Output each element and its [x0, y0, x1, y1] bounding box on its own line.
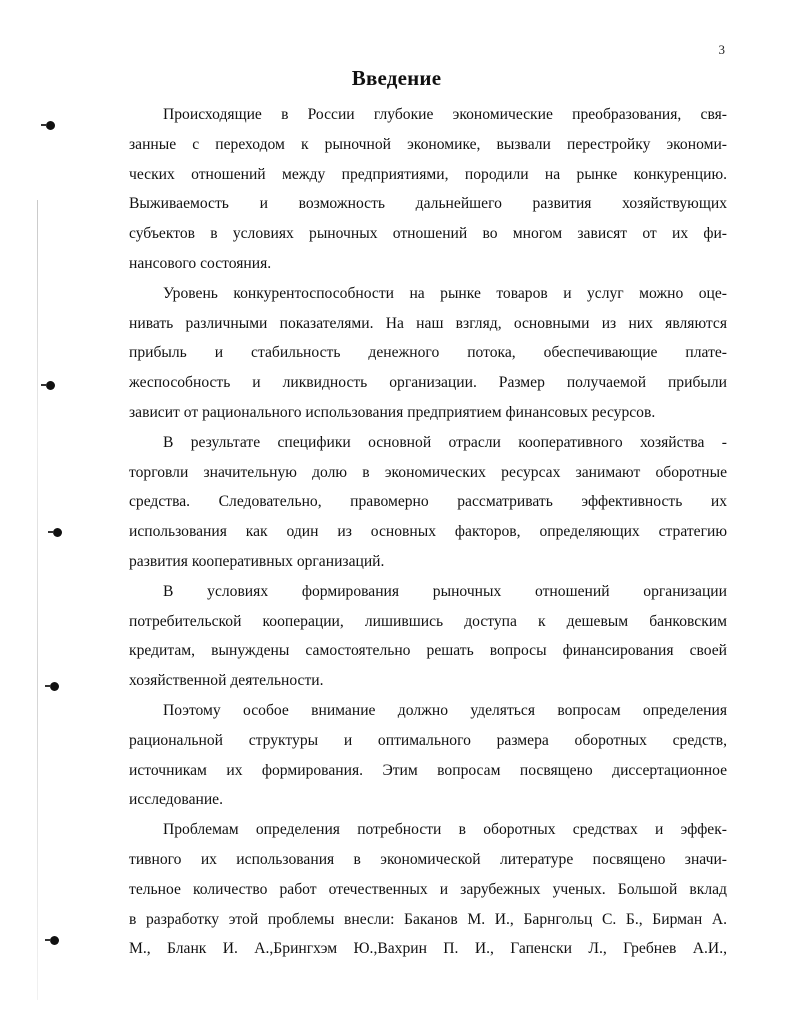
text-line: прибыль и стабильность денежного потока, обеспечивающие плате- — [129, 344, 727, 362]
binder-punch-mark — [50, 936, 59, 945]
text-line: субъектов в условиях рыночных отношений во многом зависят от их фи- — [129, 225, 727, 243]
text-line: жеспособность и ликвидность организации. Размер получаемой прибыли — [129, 374, 727, 392]
text-line: нивать различными показателями. На наш взгляд, основными из них являются — [129, 314, 727, 332]
paragraph — [129, 100, 727, 279]
text-line: исследование. — [129, 791, 224, 809]
text-line: Происходящие в России глубокие экономические преобразования, свя- — [163, 106, 727, 123]
scan-margin-line — [37, 200, 38, 1000]
text-line: в разработку этой проблемы внесли: Баканов М. И., Барнгольц С. Б., Бирман А. — [129, 910, 727, 928]
binder-punch-mark — [46, 121, 55, 130]
paragraph — [129, 428, 727, 577]
page-title: Введение — [351, 66, 442, 90]
text-line: Выживаемость и возможность дальнейшего развития хозяйствующих — [129, 195, 727, 213]
paragraph — [129, 577, 727, 696]
text-line: кредитам, вынуждены самостоятельно решать вопросы финансирования своей — [129, 642, 727, 660]
text-line: В результате специфики основной отрасли кооперативного хозяйства - — [163, 433, 727, 451]
binder-punch-mark — [50, 682, 59, 691]
text-line: тивного их использования в экономической литературе посвящено значи- — [129, 850, 727, 868]
text-line: использования как один из основных факторов, определяющих стратегию — [129, 523, 727, 541]
text-line: рациональной структуры и оптимального размера оборотных средств, — [129, 731, 727, 749]
body-text — [129, 100, 727, 964]
text-line: тельное количество работ отечественных и зарубежных ученых. Большой вклад — [129, 880, 727, 898]
text-line: Уровень конкурентоспособности на рынке товаров и услуг можно оце- — [163, 284, 727, 302]
binder-punch-mark — [46, 381, 55, 390]
text-line: занные с переходом к рыночной экономике, вызвали перестройку экономи- — [129, 135, 727, 153]
paragraph — [129, 696, 727, 815]
text-line: ческих отношений между предприятиями, породили на рынке конкуренцию. — [129, 165, 727, 183]
text-line: развития кооперативных организаций. — [129, 552, 385, 570]
text-line: средства. Следовательно, правомерно рассматривать эффективность их — [129, 493, 727, 511]
text-line: торговли значительную долю в экономических ресурсах занимают оборотные — [129, 463, 727, 481]
text-line: В условиях формирования рыночных отношений организации — [163, 582, 727, 600]
binder-punch-mark — [53, 528, 62, 537]
text-line: Проблемам определения потребности в оборотных средствах и эффек- — [163, 821, 727, 839]
text-line: зависит от рационального использования предприятием финансовых ресурсов. — [129, 403, 656, 421]
text-line: потребительской кооперации, лишившись доступа к дешевым банковским — [129, 612, 727, 630]
text-line: нансового состояния. — [129, 254, 272, 272]
text-line: хозяйственной деятельности. — [129, 672, 324, 690]
paragraph — [129, 815, 727, 964]
text-line: М., Бланк И. А.,Брингхэм Ю.,Вахрин П. И., Гапенски Л., Гребнев А.И., — [129, 940, 727, 958]
text-line: источникам их формирования. Этим вопросам посвящено диссертационное — [129, 761, 727, 779]
text-line: Поэтому особое внимание должно уделяться вопросам определения — [163, 701, 727, 719]
page-number: 3 — [718, 42, 725, 57]
paragraph — [129, 279, 727, 428]
